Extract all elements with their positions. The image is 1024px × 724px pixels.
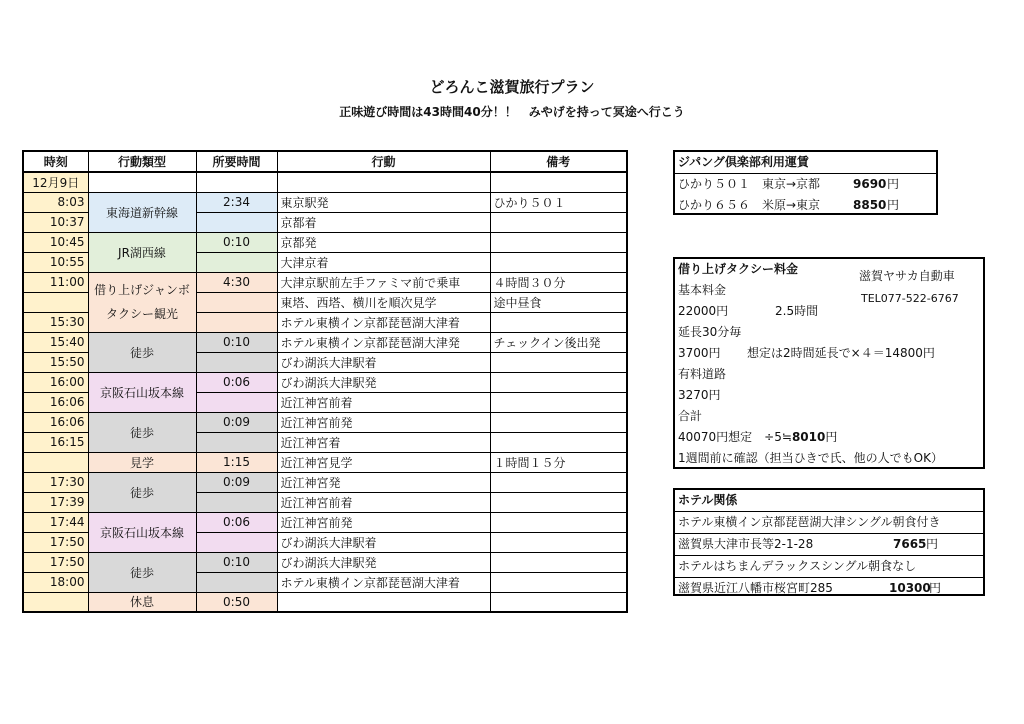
- hotel-2-unit: 円: [929, 581, 942, 595]
- taxi-total-unit: 円: [825, 430, 838, 444]
- table-row: [23, 172, 627, 192]
- action-cell: 東京駅発: [277, 192, 490, 212]
- action-cell: びわ湖浜大津駅発: [277, 552, 490, 572]
- action-cell: 近江神宮前着: [277, 492, 490, 512]
- table-row: [23, 332, 627, 352]
- duration-cell: 4:30: [196, 272, 277, 292]
- table-row: [23, 412, 627, 432]
- duration-cell: [196, 392, 277, 412]
- duration-cell: 2:34: [196, 192, 277, 212]
- hotel-title: ホテル関係: [675, 490, 983, 512]
- duration-cell: 1:15: [196, 452, 277, 472]
- page-title: どろんこ滋賀旅行プラン: [429, 78, 595, 96]
- note-cell: １時間１５分: [490, 452, 627, 472]
- duration-cell: 0:10: [196, 552, 277, 572]
- type-cell: 休息: [88, 592, 196, 612]
- note-cell: [490, 252, 627, 272]
- time-cell: 17:44: [23, 512, 88, 532]
- action-cell: びわ湖浜大津駅着: [277, 532, 490, 552]
- taxi-toll-label: 有料道路: [678, 367, 727, 381]
- note-cell: [490, 412, 627, 432]
- time-cell: 16:06: [23, 392, 88, 412]
- table-row: [23, 452, 627, 472]
- action-cell: ホテル東横イン京都琵琶湖大津着: [277, 572, 490, 592]
- note-cell: [490, 392, 627, 412]
- time-cell: 16:15: [23, 432, 88, 452]
- duration-cell: [196, 432, 277, 452]
- duration-cell: [196, 492, 277, 512]
- zipang-fare-box: [673, 150, 938, 215]
- date-cell: 12月9日: [23, 172, 88, 192]
- action-cell: 東塔、西塔、横川を順次見学: [277, 292, 490, 312]
- duration-cell: [196, 352, 277, 372]
- table-row: [23, 232, 627, 252]
- action-cell: 京都着: [277, 212, 490, 232]
- table-row: [23, 512, 627, 532]
- table-row: [23, 272, 627, 292]
- note-cell: ４時間３０分: [490, 272, 627, 292]
- type-cell: 借り上げジャンボタクシー観光: [88, 272, 196, 332]
- time-cell: 17:39: [23, 492, 88, 512]
- note-cell: [490, 352, 627, 372]
- action-cell: 近江神宮前発: [277, 412, 490, 432]
- time-cell: [23, 292, 88, 312]
- time-cell: 10:45: [23, 232, 88, 252]
- taxi-fare-box: [673, 257, 985, 469]
- duration-cell: [196, 312, 277, 332]
- taxi-base-row: [675, 301, 983, 322]
- zipang-line-2-price: 8850: [853, 198, 887, 212]
- action-cell: 近江神宮前着: [277, 392, 490, 412]
- action-cell: 大津京駅前左手ファミマ前で乗車: [277, 272, 490, 292]
- type-cell: 徒歩: [88, 472, 196, 512]
- type-cell: 京阪石山坂本線: [88, 512, 196, 552]
- type-cell: 徒歩: [88, 332, 196, 372]
- zipang-line-1-price: 9690: [853, 177, 887, 191]
- table-row: [23, 592, 627, 612]
- time-cell: 10:37: [23, 212, 88, 232]
- action-cell: [277, 592, 490, 612]
- note-cell: [490, 572, 627, 592]
- time-cell: 8:03: [23, 192, 88, 212]
- duration-cell: 0:06: [196, 512, 277, 532]
- hotel-2-name: ホテルはちまんデラックスシングル朝食なし: [675, 556, 983, 578]
- zipang-line-2: [675, 195, 936, 216]
- taxi-total-label: 合計: [678, 409, 703, 423]
- note-cell: [490, 212, 627, 232]
- duration-cell: 0:09: [196, 472, 277, 492]
- header-type: 行動類型: [88, 151, 196, 172]
- duration-cell: [196, 532, 277, 552]
- hotel-1-address: 滋賀県大津市長等2-1-28: [678, 537, 814, 551]
- action-cell: 近江神宮着: [277, 432, 490, 452]
- hotel-2-row: [675, 578, 983, 599]
- action-cell: びわ湖浜大津駅発: [277, 372, 490, 392]
- table-row: [23, 472, 627, 492]
- time-cell: 17:50: [23, 532, 88, 552]
- table-row: [23, 552, 627, 572]
- taxi-base-label: 基本料金: [678, 283, 727, 297]
- table-row: [23, 192, 627, 212]
- taxi-total-split: 8010: [791, 430, 826, 444]
- hotel-1-unit: 円: [926, 537, 939, 551]
- page-subtitle: 正味遊び時間は43時間40分！！ みやげを持って冥途へ行こう: [339, 105, 685, 119]
- header-time: 時刻: [23, 151, 88, 172]
- note-cell: [490, 512, 627, 532]
- table-row: [23, 372, 627, 392]
- type-cell: 徒歩: [88, 552, 196, 592]
- zipang-title: ジパング倶楽部利用運賃: [675, 152, 936, 174]
- taxi-ext-price: 3700円: [678, 346, 721, 360]
- note-cell: チェックイン後出発: [490, 332, 627, 352]
- time-cell: 18:00: [23, 572, 88, 592]
- hotel-1-name: ホテル東横イン京都琵琶湖大津シングル朝食付き: [675, 512, 983, 534]
- taxi-confirm-note: 1週間前に確認（担当ひきで氏、他の人でもOK）: [678, 451, 943, 465]
- table-header-row: [23, 151, 627, 172]
- type-cell: JR湖西線: [88, 232, 196, 272]
- taxi-tel: TEL077-522-6767: [861, 292, 959, 305]
- taxi-base-hours: 2.5時間: [775, 304, 819, 318]
- taxi-toll-price: 3270円: [678, 388, 721, 402]
- hotel-1-row: [675, 534, 983, 556]
- time-cell: 17:30: [23, 472, 88, 492]
- time-cell: 10:55: [23, 252, 88, 272]
- hotel-box: [673, 488, 985, 596]
- taxi-total-pre: 40070円想定 ÷5≒: [678, 430, 792, 444]
- action-cell: 大津京着: [277, 252, 490, 272]
- note-cell: [490, 372, 627, 392]
- time-cell: 11:00: [23, 272, 88, 292]
- duration-cell: [196, 572, 277, 592]
- time-cell: 15:50: [23, 352, 88, 372]
- action-cell: びわ湖浜大津駅着: [277, 352, 490, 372]
- action-cell: ホテル東横イン京都琵琶湖大津着: [277, 312, 490, 332]
- time-cell: [23, 452, 88, 472]
- action-cell: 近江神宮発: [277, 472, 490, 492]
- header-duration: 所要時間: [196, 151, 277, 172]
- type-cell: 京阪石山坂本線: [88, 372, 196, 412]
- type-cell: 見学: [88, 452, 196, 472]
- taxi-company: 滋賀ヤサカ自動車: [859, 269, 955, 283]
- taxi-ext-calc: 想定は2時間延長で×４＝14800円: [747, 346, 935, 360]
- header-note: 備考: [490, 151, 627, 172]
- zipang-line-1: [675, 174, 936, 195]
- taxi-total-row: [675, 427, 983, 448]
- duration-cell: 0:50: [196, 592, 277, 612]
- duration-cell: 0:10: [196, 232, 277, 252]
- note-cell: [490, 312, 627, 332]
- time-cell: 16:00: [23, 372, 88, 392]
- action-cell: 近江神宮前発: [277, 512, 490, 532]
- duration-cell: 0:09: [196, 412, 277, 432]
- type-cell: 東海道新幹線: [88, 192, 196, 232]
- time-cell: 17:50: [23, 552, 88, 572]
- duration-cell: [196, 212, 277, 232]
- taxi-ext-label: 延長30分毎: [678, 325, 742, 339]
- time-cell: 16:06: [23, 412, 88, 432]
- hotel-1-price: 7665: [893, 537, 927, 551]
- time-cell: [23, 592, 88, 612]
- schedule-table: [22, 150, 628, 613]
- note-cell: ひかり５０１: [490, 192, 627, 212]
- duration-cell: 0:06: [196, 372, 277, 392]
- duration-cell: 0:10: [196, 332, 277, 352]
- note-cell: [490, 552, 627, 572]
- note-cell: [490, 432, 627, 452]
- note-cell: [490, 492, 627, 512]
- action-cell: 京都発: [277, 232, 490, 252]
- note-cell: [490, 592, 627, 612]
- zipang-line-2-unit: 円: [887, 198, 900, 212]
- header-action: 行動: [277, 151, 490, 172]
- taxi-ext-row: [675, 343, 983, 364]
- taxi-title: 借り上げタクシー料金: [678, 262, 799, 276]
- action-cell: ホテル東横イン京都琵琶湖大津発: [277, 332, 490, 352]
- action-cell: 近江神宮見学: [277, 452, 490, 472]
- note-cell: [490, 232, 627, 252]
- zipang-line-2-text: ひかり６５６ 米原→東京: [678, 198, 821, 212]
- note-cell: [490, 472, 627, 492]
- zipang-line-1-unit: 円: [887, 177, 900, 191]
- zipang-line-1-text: ひかり５０１ 東京→京都: [678, 177, 821, 191]
- time-cell: 15:30: [23, 312, 88, 332]
- time-cell: 15:40: [23, 332, 88, 352]
- hotel-2-price: 10300: [889, 581, 931, 595]
- note-cell: 途中昼食: [490, 292, 627, 312]
- hotel-2-address: 滋賀県近江八幡市桜宮町285: [678, 581, 833, 595]
- taxi-base-price: 22000円: [678, 304, 729, 318]
- note-cell: [490, 532, 627, 552]
- duration-cell: [196, 292, 277, 312]
- duration-cell: [196, 252, 277, 272]
- type-cell: 徒歩: [88, 412, 196, 452]
